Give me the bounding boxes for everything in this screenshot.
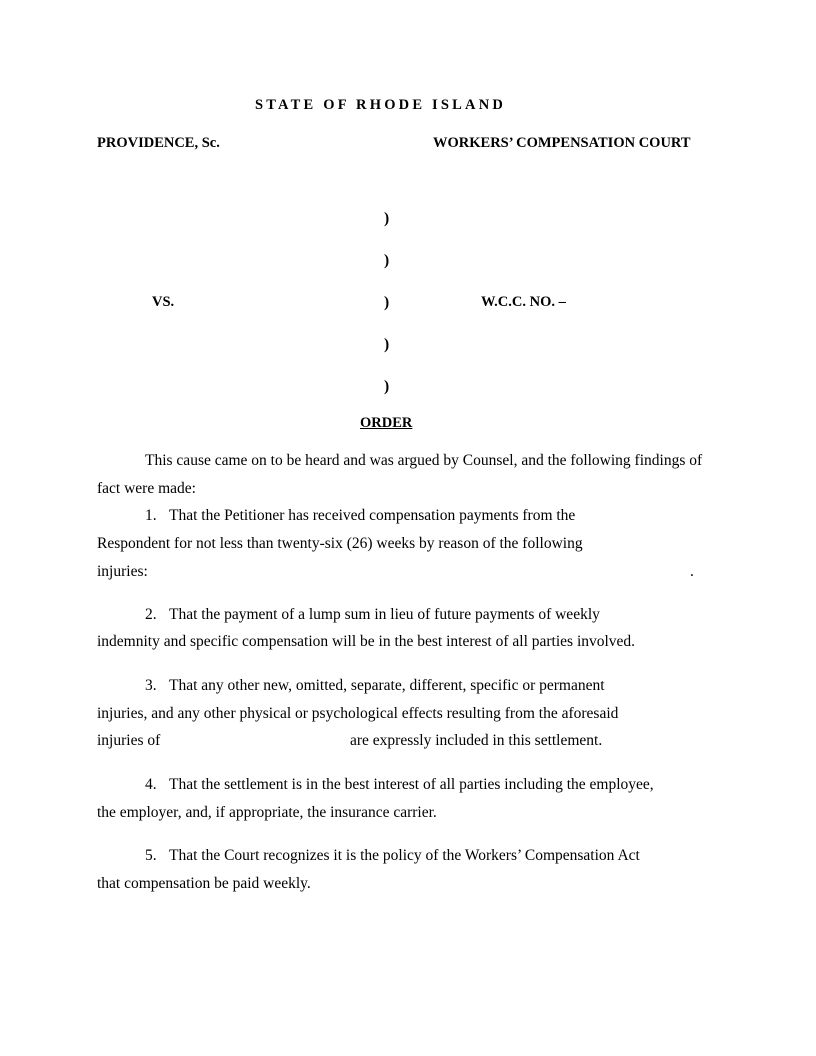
finding-number: 3. [145, 677, 157, 694]
finding-line-end: . [690, 563, 694, 580]
caption-bracket: ) [384, 378, 390, 395]
finding-text: are expressly included in this settlement. [350, 732, 603, 749]
intro-line: This cause came on to be heard and was argued by Counsel, and the following findings of [145, 452, 703, 469]
intro-line: fact were made: [97, 480, 196, 497]
county-label: PROVIDENCE, Sc. [97, 135, 220, 151]
finding-text: injuries: [97, 563, 148, 580]
finding-text: Respondent for not less than twenty-six (26) weeks by reason of the following [97, 535, 583, 552]
caption-bracket: ) [384, 294, 390, 311]
court-name: WORKERS’ COMPENSATION COURT [433, 135, 691, 151]
finding-text: That the settlement is in the best interest of all parties including the employee, [169, 776, 654, 793]
state-title: STATE OF RHODE ISLAND [255, 97, 507, 113]
caption-bracket: ) [384, 336, 390, 353]
order-heading: ORDER [360, 415, 413, 431]
finding-text: That the Court recognizes it is the policy of the Workers’ Compensation Act [169, 847, 640, 864]
finding-number: 5. [145, 847, 157, 864]
caption-bracket: ) [384, 210, 390, 227]
finding-number: 2. [145, 606, 157, 623]
finding-text: the employer, and, if appropriate, the insurance carrier. [97, 804, 437, 821]
finding-text: indemnity and specific compensation will be in the best interest of all parties involved. [97, 633, 636, 650]
finding-text: That any other new, omitted, separate, different, specific or permanent [169, 677, 605, 694]
finding-text: that compensation be paid weekly. [97, 875, 311, 892]
caption-bracket: ) [384, 252, 390, 269]
finding-text: That the payment of a lump sum in lieu of future payments of weekly [169, 606, 600, 623]
finding-number: 1. [145, 507, 157, 524]
finding-text: That the Petitioner has received compensation payments from the [169, 507, 576, 524]
finding-text: injuries, and any other physical or psychological effects resulting from the aforesaid [97, 705, 619, 722]
finding-number: 4. [145, 776, 157, 793]
finding-text: injuries of [97, 732, 161, 749]
versus-label: VS. [152, 294, 175, 310]
case-number-label: W.C.C. NO. – [481, 294, 566, 310]
